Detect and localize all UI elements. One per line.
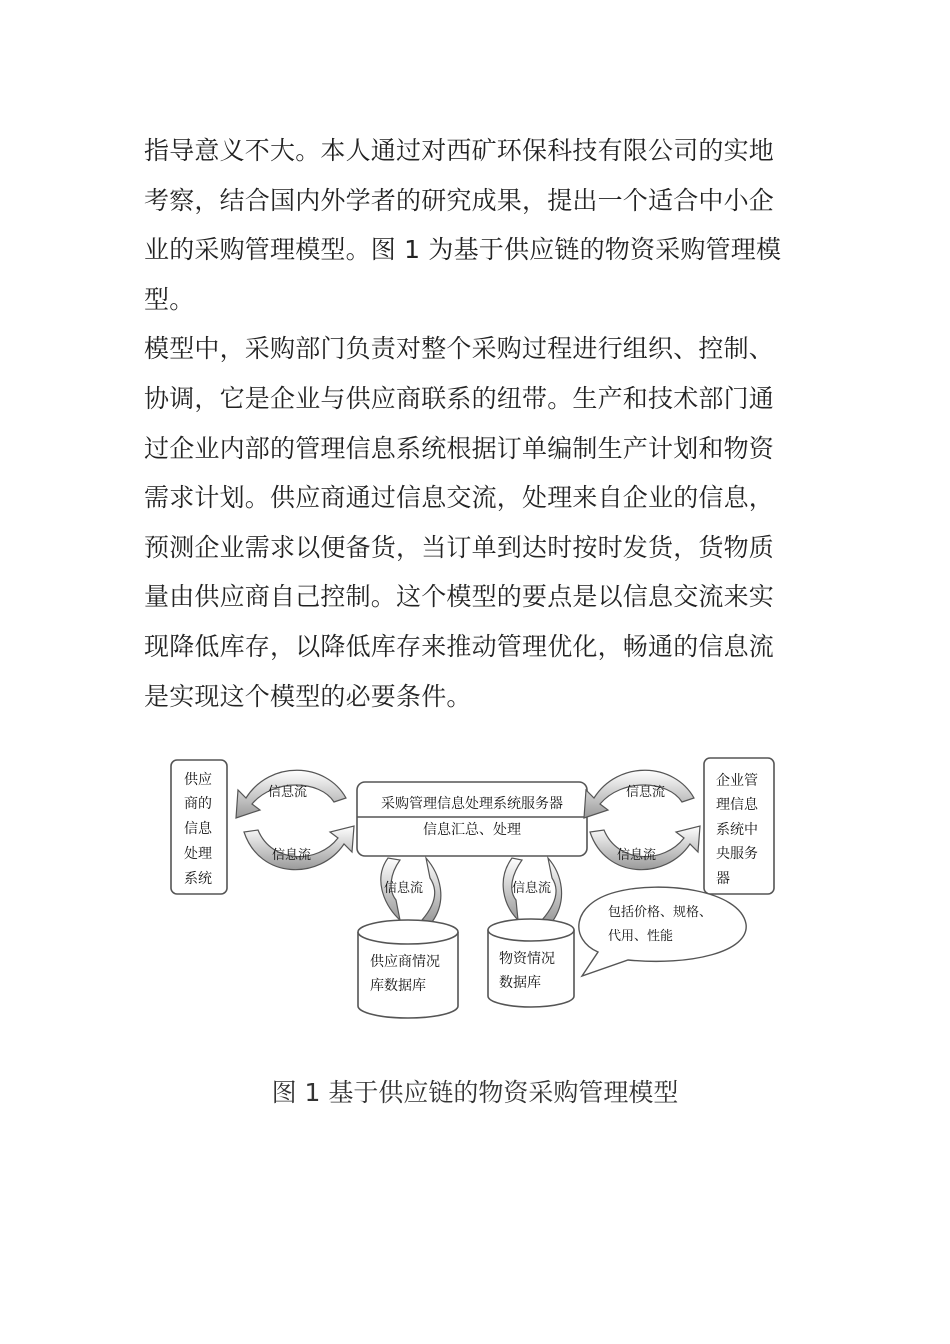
- material-database: [488, 919, 574, 1007]
- flow-label: 信息流: [512, 881, 552, 896]
- flow-label: 信息流: [626, 785, 666, 800]
- left-bottom-flow-arrow: [244, 826, 354, 870]
- supplier-line: 信息: [184, 821, 212, 837]
- right-bottom-flow-arrow: [590, 826, 700, 870]
- text-line: 需求计划。供应商通过信息交流，处理来自企业的信息，: [144, 483, 775, 513]
- material-db-line: 数据库: [499, 975, 541, 991]
- supplier-db-line: 供应商情况: [370, 954, 440, 970]
- text-line: 现降低库存，以降低库存来推动管理优化，畅通的信息流: [144, 631, 775, 661]
- flow-label: 信息流: [268, 785, 308, 800]
- text-line: 模型中，采购部门负责对整个采购过程进行组织、控制、: [144, 334, 775, 364]
- enterprise-line: 理信息: [716, 797, 758, 813]
- enterprise-line: 央服务: [716, 846, 758, 862]
- text-line: 是实现这个模型的必要条件。: [144, 681, 472, 711]
- right-top-flow-arrow: [584, 770, 694, 818]
- material-db-line: 物资情况: [499, 951, 555, 967]
- procurement-model-diagram: [150, 740, 800, 1040]
- text-line: 过企业内部的管理信息系统根据订单编制生产计划和物资: [144, 433, 775, 463]
- text-line: 业的采购管理模型。图 1 为基于供应链的物资采购管理模: [144, 235, 782, 265]
- supplier-line: 处理: [184, 846, 212, 862]
- text-line: 预测企业需求以便备货，当订单到达时按时发货，货物质: [144, 532, 775, 562]
- callout-line: 包括价格、规格、: [608, 905, 713, 920]
- flow-label: 信息流: [384, 881, 424, 896]
- diagram-canvas: [150, 740, 800, 1040]
- supplier-db-line: 库数据库: [370, 978, 426, 994]
- supplier-line: 供应: [184, 772, 212, 788]
- text-line: 协调，它是企业与供应商联系的纽带。生产和技术部门通: [144, 383, 775, 413]
- left-down-flow-arrow: [381, 858, 441, 922]
- central-server-box: [357, 782, 587, 856]
- callout-bubble: [579, 887, 746, 976]
- left-top-flow-arrow: [236, 770, 346, 818]
- text-line: 量由供应商自己控制。这个模型的要点是以信息交流来实: [144, 582, 775, 612]
- figure-caption: 图 1 基于供应链的物资采购管理模型: [271, 1078, 679, 1107]
- supplier-database: [358, 920, 458, 1018]
- supplier-line: 系统: [184, 871, 212, 887]
- enterprise-server-box: [704, 758, 774, 894]
- text-line: 考察，结合国内外学者的研究成果，提出一个适合中小企: [144, 185, 775, 215]
- flow-label: 信息流: [617, 848, 657, 863]
- text-line: 型。: [144, 284, 195, 314]
- callout-line: 代用、性能: [608, 929, 674, 944]
- central-server-title: 采购管理信息处理系统服务器: [381, 796, 563, 812]
- body-text: [144, 126, 786, 721]
- supplier-system-box: [171, 760, 227, 894]
- right-down-flow-arrow: [503, 858, 561, 922]
- flow-label: 信息流: [272, 848, 312, 863]
- text-line: 指导意义不大。本人通过对西矿环保科技有限公司的实地: [144, 136, 775, 165]
- enterprise-line: 器: [716, 871, 730, 887]
- supplier-line: 商的: [184, 796, 212, 812]
- enterprise-line: 企业管: [716, 773, 758, 789]
- central-server-subtitle: 信息汇总、处理: [423, 822, 521, 838]
- enterprise-line: 系统中: [716, 822, 758, 838]
